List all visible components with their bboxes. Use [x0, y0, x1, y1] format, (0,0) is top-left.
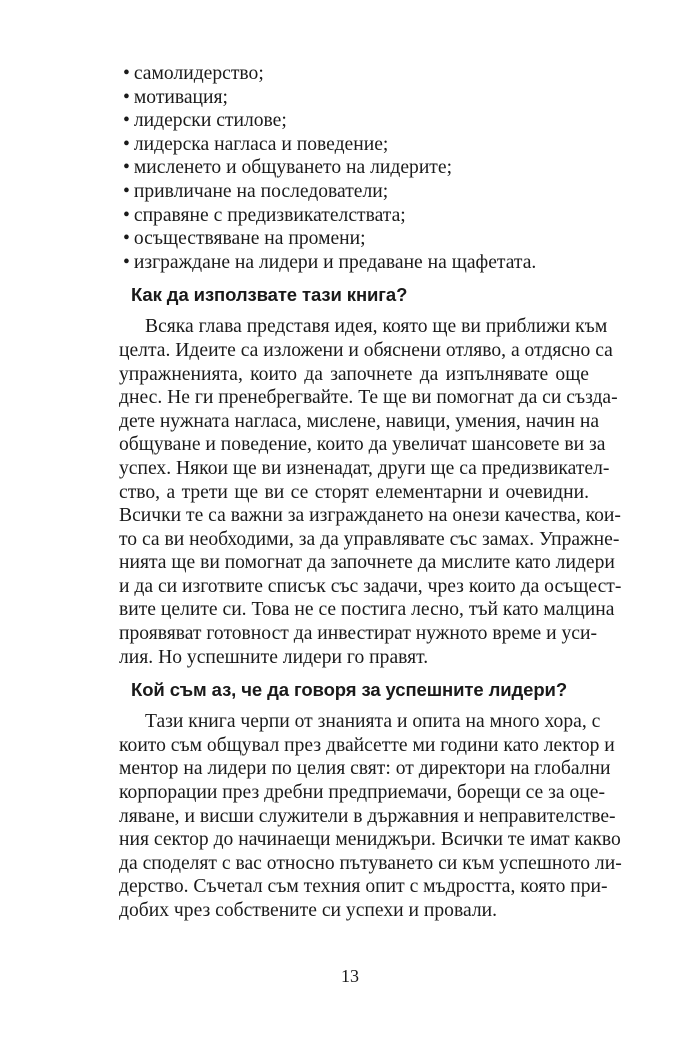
text-line: проявяват готовност да инвестират нужното време и уси- [119, 623, 597, 645]
list-item [123, 227, 589, 251]
text-line: ментор на лидери по целия свят: от директори на глобални [119, 758, 611, 780]
list-item-text: лидерски стилове; [133, 110, 287, 132]
text-line: дете нужната нагласа, мислене, навици, умения, начин на [119, 410, 600, 432]
bullet-marker: • [123, 228, 130, 250]
text-line: да споделят с вас относно пътуването си към успешното ли- [119, 852, 622, 874]
paragraph-how-to-use [119, 315, 622, 669]
bullet-marker: • [123, 86, 130, 108]
text-line: Тази книга черпи от знанията и опита на много хора, с [145, 711, 601, 733]
text-line: ство, а трети ще ви се сторят елементарни и очевидни. [119, 481, 589, 503]
list-item [123, 180, 589, 204]
text-line: които съм общувал през двайсетте ми години като лектор и [119, 734, 615, 756]
list-item-text: изграждане на лидери и предаване на щафетата. [133, 251, 537, 273]
bullet-marker: • [123, 133, 130, 155]
text-line: добих чрез собствените си успехи и провали. [119, 900, 497, 921]
text-line: упражненията, които да започнете да изпълнявате още [119, 363, 589, 385]
bullet-marker: • [123, 180, 130, 202]
paragraph-who-am-i [119, 710, 622, 922]
bullet-marker: • [123, 110, 130, 132]
text-line: успех. Някои ще ви изненадат, други ще са предизвикател- [119, 457, 610, 479]
text-line: общуване и поведение, които да увеличат шансовете ви за [119, 434, 606, 456]
text-line: днес. Не ги пренебрегвайте. Те ще ви помогнат да си създа- [119, 387, 618, 409]
text-line: ния сектор до начинаещи мениджъри. Всички те имат какво [119, 829, 621, 851]
page-body [119, 62, 622, 923]
list-item-text: справяне с предизвикателствата; [133, 204, 406, 226]
text-line: лия. Но успешните лидери го правят. [119, 646, 429, 668]
text-line: ляване, и висши служители в държавния и неправителстве- [119, 805, 616, 827]
text-line: и да си изготвите списък със задачи, чрез които да осъщест- [119, 575, 622, 597]
list-item-text: самолидерство; [133, 63, 264, 84]
list-item [123, 109, 589, 133]
bullet-marker: • [123, 157, 130, 179]
text-line: нията ще ви помогнат да започнете да мислите като лидери [119, 552, 615, 574]
list-item-text: привличане на последователи; [133, 180, 389, 202]
text-line: целта. Идеите са изложени и обяснени отляво, а отдясно са [119, 339, 613, 361]
topics-list [123, 62, 589, 274]
bullet-marker: • [123, 251, 130, 273]
text-line: Всички те са важни за изграждането на онези качества, кои- [119, 505, 621, 527]
list-item [123, 133, 589, 157]
list-item-text: мотивация; [133, 86, 228, 108]
page-number: 13 [341, 966, 359, 986]
list-item-text: мисленето и общуването на лидерите; [133, 157, 453, 179]
list-item-text: осъществяване на промени; [133, 228, 366, 250]
list-item [123, 204, 589, 228]
bullet-marker: • [123, 63, 130, 84]
text-line: Всяка глава представя идея, която ще ви приближи към [145, 316, 608, 338]
text-line: вите целите си. Това не се постига лесно, тъй като малцина [119, 599, 615, 621]
list-item [123, 251, 589, 275]
text-line: дерство. Съчетал съм техния опит с мъдростта, която при- [119, 876, 608, 898]
list-item [123, 86, 589, 110]
text-line: корпорации през дребни предприемачи, борещи се за оце- [119, 782, 605, 804]
bullet-marker: • [123, 204, 130, 226]
list-item [123, 62, 589, 86]
list-item [123, 156, 589, 180]
section-heading-how-to-use: Как да използвате тази книга? [131, 284, 408, 306]
text-line: то са ви необходими, за да управлявате със замах. Упражне- [119, 528, 620, 550]
list-item-text: лидерска нагласа и поведение; [133, 133, 389, 155]
section-heading-who-am-i: Кой съм аз, че да говоря за успешните лидери? [131, 679, 568, 701]
